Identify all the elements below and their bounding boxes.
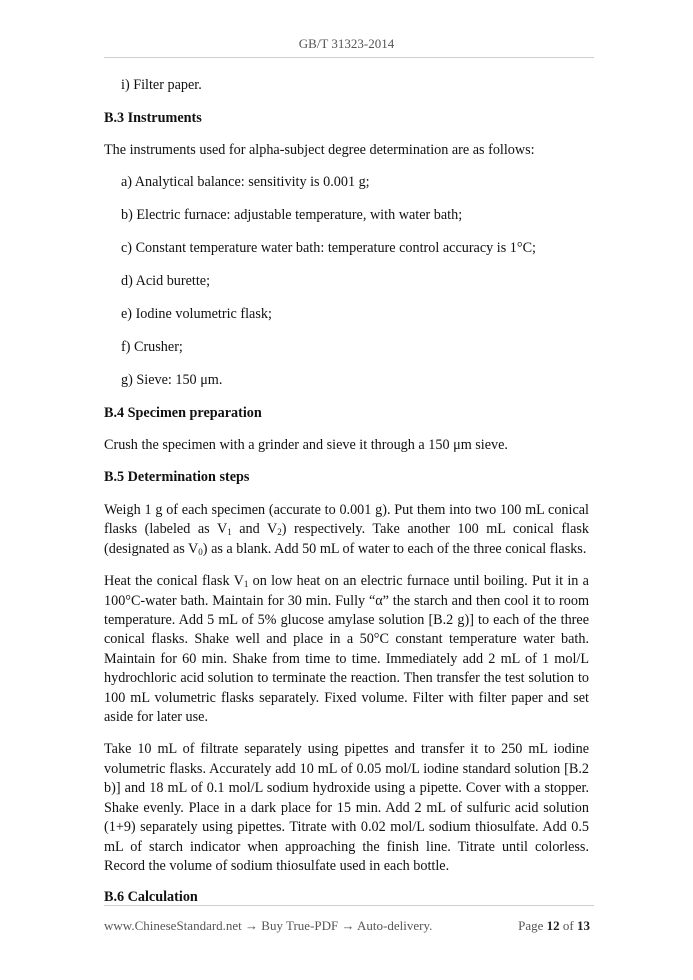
footer-delivery: Auto-delivery. bbox=[357, 918, 433, 933]
page-header bbox=[0, 36, 693, 52]
arrow-icon: → bbox=[341, 918, 355, 933]
list-item-balance: a) Analytical balance: sensitivity is 0.001 g; bbox=[121, 174, 370, 190]
document-id: GB/T 31323-2014 bbox=[298, 36, 395, 51]
page-number: Page 12 of 13 bbox=[518, 918, 590, 933]
list-item-burette: d) Acid burette; bbox=[121, 273, 211, 289]
b3-intro: The instruments used for alpha-subject degree determination are as follows: bbox=[104, 142, 535, 158]
b5-paragraph-heat: Heat the conical flask $V_1$ on low heat on an electric furnace until boiling. Put it in a 100°C-water bath. Maintain for 30 min. Fully “α” the starch and then cool it to room temperature. Add 5 mL of 5% glucose amylase solution [B.2 g)] to each of the three conical flasks. Shake well and place in a 50°C constant temperature water bath. Maintain for 60 min. Shake from time to time. Immediately add 2 mL of 1 mol/L hydrochloric acid solution to terminate the reaction. Then transfer the test solution to 100 mL volumetric flasks separately. Fixed volume. Filter with filter paper and set aside for later use. bbox=[104, 573, 589, 726]
list-item-water-bath: c) Constant temperature water bath: temperature control accuracy is 1°C; bbox=[121, 240, 536, 256]
footer-promo bbox=[104, 918, 432, 934]
header-divider bbox=[104, 57, 594, 58]
page-footer bbox=[104, 918, 590, 934]
section-heading-b6: B.6 Calculation bbox=[104, 889, 198, 906]
list-item-sieve: g) Sieve: 150 μm. bbox=[121, 372, 223, 388]
list-item-iodine-flask: e) Iodine volumetric flask; bbox=[121, 306, 272, 322]
list-item-furnace: b) Electric furnace: adjustable temperature, with water bath; bbox=[121, 207, 463, 223]
section-heading-b4: B.4 Specimen preparation bbox=[104, 405, 262, 421]
footer-divider bbox=[104, 905, 594, 906]
arrow-icon: → bbox=[245, 918, 259, 933]
b4-text: Crush the specimen with a grinder and sieve it through a 150 μm sieve. bbox=[104, 437, 508, 453]
b5-paragraph-titrate: Take 10 mL of filtrate separately using pipettes and transfer it to 250 mL iodine volumetric flasks. Accurately add 10 mL of 0.05 mol/L iodine standard solution [B.2 b)] and 18 mL of 0.1 mol/L sodium hydroxide using a pipette. Cover with a stopper. Shake evenly. Place in a dark place for 15 min. Add 2 mL of sulfuric acid solution (1+9) separately using pipettes. Titrate with 0.02 mol/L sodium thiosulfate. Add 0.5 mL of starch indicator when approaching the finish line. Titrate until colorless. Record the volume of sodium thiosulfate used in each bottle. bbox=[104, 741, 589, 874]
section-heading-b3: B.3 Instruments bbox=[104, 110, 202, 126]
section-heading-b5: B.5 Determination steps bbox=[104, 469, 250, 485]
b5-paragraph-weigh: Weigh 1 g of each specimen (accurate to 0.001 g). Put them into two 100 mL conical flasks (labeled as $V_1$ and $V_2$) respectively. Take another 100 mL conical flask (designated as $V_0$) as a blank. Add 50 mL of water to each of the three conical flasks. bbox=[104, 502, 589, 557]
page-body bbox=[104, 77, 589, 921]
list-item-filter-paper: i) Filter paper. bbox=[121, 77, 202, 93]
footer-buy-link[interactable]: Buy True-PDF bbox=[261, 918, 339, 933]
footer-site-link[interactable]: www.ChineseStandard.net bbox=[104, 918, 242, 933]
list-item-crusher: f) Crusher; bbox=[121, 339, 183, 355]
